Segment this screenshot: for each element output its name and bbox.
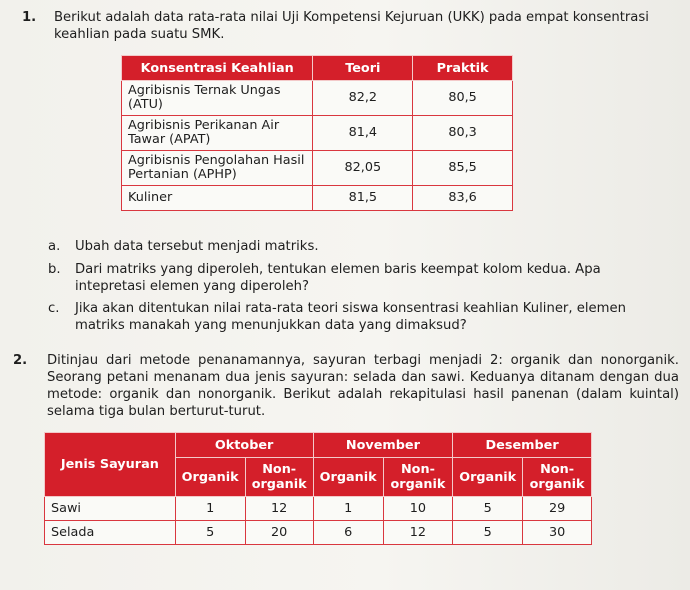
header-non-organik: Non-organik: [523, 458, 592, 497]
ukk-score-table: [121, 55, 513, 211]
header-non-organik: Non-organik: [383, 458, 453, 497]
table-row: [122, 81, 513, 116]
cell-value: 29: [523, 497, 592, 521]
sub-label: a.: [48, 239, 61, 254]
table-row: [45, 521, 592, 545]
cell-value: 1: [175, 497, 245, 521]
row-name: Sawi: [45, 497, 176, 521]
cell-value: 5: [453, 497, 523, 521]
question-2-text: Ditinjau dari metode penanamannya, sayuran terbagi menjadi 2: organik dan nonorganik. Seorang petani menanam dua jenis sayuran: selada dan sawi. Keduanya ditanam dengan dua metode: organik dan nonorganik. Berikut adalah rekapitulasi hasil panenan (dalam kuintal) selama tiga bulan berturut-turut.: [47, 353, 679, 419]
question-1-text: Berikut adalah data rata-rata nilai Uji Kompetensi Kejuruan (UKK) pada empat konsentrasi keahlian pada suatu SMK.: [54, 10, 649, 42]
cell-value: 20: [245, 521, 313, 545]
cell-value: 5: [453, 521, 523, 545]
cell-value: 12: [245, 497, 313, 521]
sub-question-a: [48, 238, 660, 255]
sub-label: c.: [48, 301, 60, 316]
sub-text: Ubah data tersebut menjadi matriks.: [75, 239, 319, 254]
row-praktik: 80,5: [413, 81, 513, 116]
question-1-number: 1.: [22, 10, 37, 25]
question-2-number: 2.: [13, 353, 28, 368]
row-praktik: 80,3: [413, 116, 513, 151]
cell-value: 12: [383, 521, 453, 545]
row-teori: 81,4: [313, 116, 413, 151]
question-1: [22, 9, 662, 43]
cell-value: 6: [313, 521, 383, 545]
sub-text: Dari matriks yang diperoleh, tentukan elemen baris keempat kolom kedua. Apa intepretasi elemen yang diperoleh?: [75, 262, 601, 294]
header-month-november: November: [313, 433, 453, 458]
header-non-organik: Non-organik: [245, 458, 313, 497]
table-row: [122, 186, 513, 211]
cell-value: 1: [313, 497, 383, 521]
cell-value: 30: [523, 521, 592, 545]
header-teori: Teori: [313, 56, 413, 81]
row-praktik: 83,6: [413, 186, 513, 211]
row-name: Agribisnis Perikanan Air Tawar (APAT): [122, 116, 313, 151]
table-row: [45, 497, 592, 521]
table-row: [122, 116, 513, 151]
row-name: Agribisnis Pengolahan Hasil Pertanian (APHP): [122, 151, 313, 186]
row-name: Selada: [45, 521, 176, 545]
harvest-table: [44, 432, 592, 545]
header-jenis-sayuran: Jenis Sayuran: [45, 433, 176, 497]
sub-question-c: [48, 300, 660, 334]
cell-value: 5: [175, 521, 245, 545]
row-teori: 82,05: [313, 151, 413, 186]
header-organik: Organik: [453, 458, 523, 497]
row-name: Agribisnis Ternak Ungas (ATU): [122, 81, 313, 116]
row-teori: 81,5: [313, 186, 413, 211]
question-2: [13, 352, 679, 420]
table-row: [122, 151, 513, 186]
cell-value: 10: [383, 497, 453, 521]
header-month-desember: Desember: [453, 433, 592, 458]
sub-question-b: [48, 261, 660, 295]
sub-label: b.: [48, 262, 61, 277]
row-praktik: 85,5: [413, 151, 513, 186]
sub-text: Jika akan ditentukan nilai rata-rata teori siswa konsentrasi keahlian Kuliner, elemen matriks manakah yang menunjukkan data yang dimaksud?: [75, 301, 626, 333]
table-header-row: [45, 433, 592, 458]
row-teori: 82,2: [313, 81, 413, 116]
table-header-row: [122, 56, 513, 81]
header-konsentrasi: Konsentrasi Keahlian: [122, 56, 313, 81]
header-organik: Organik: [313, 458, 383, 497]
header-praktik: Praktik: [413, 56, 513, 81]
header-month-oktober: Oktober: [175, 433, 313, 458]
header-organik: Organik: [175, 458, 245, 497]
row-name: Kuliner: [122, 186, 313, 211]
